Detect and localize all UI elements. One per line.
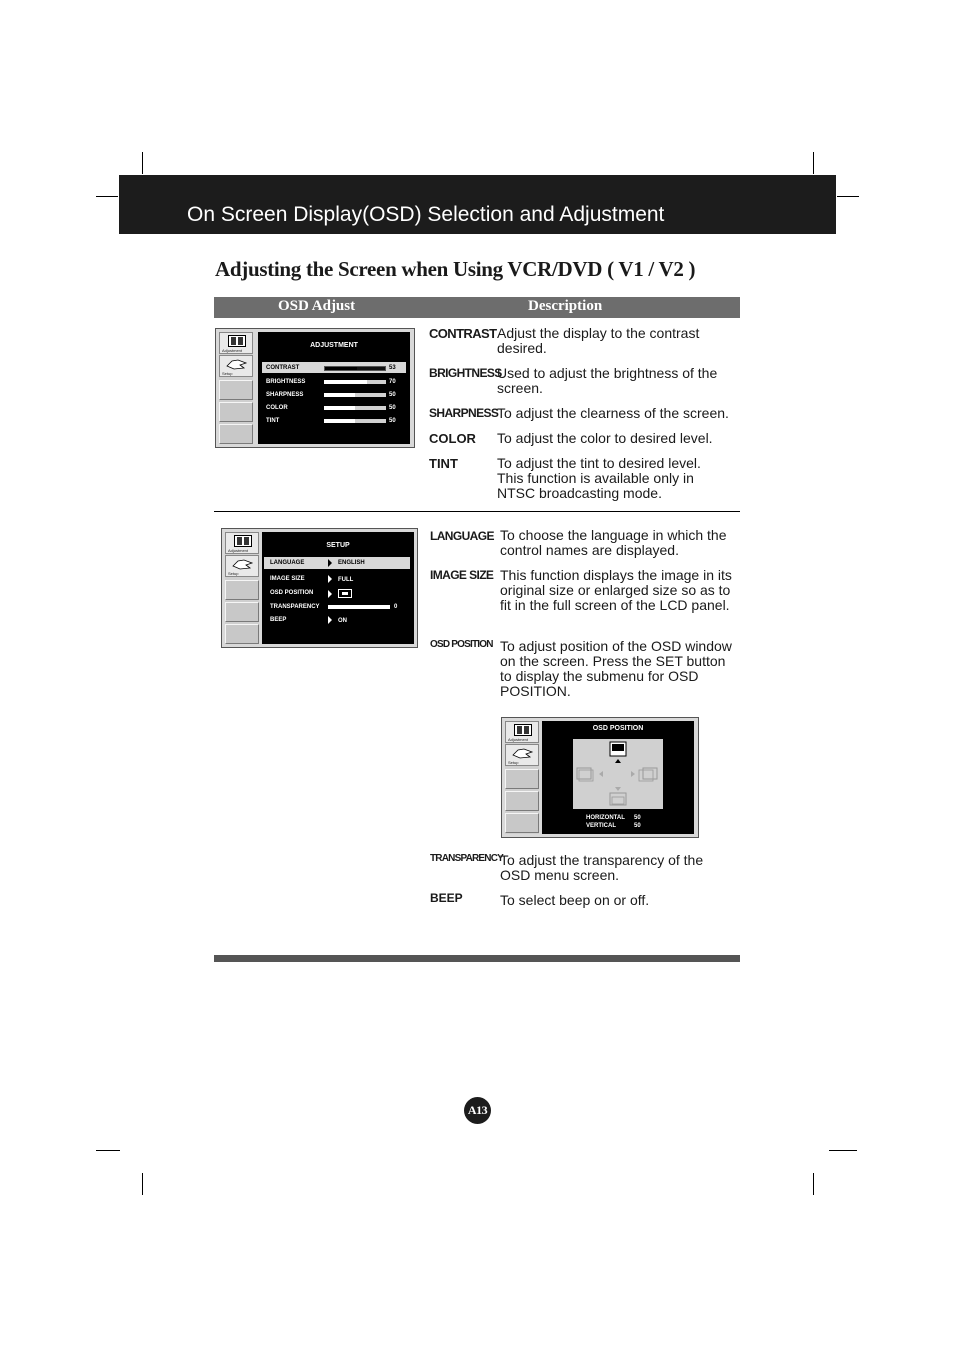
bottom-rule bbox=[214, 955, 740, 962]
osd-sidebar bbox=[225, 532, 259, 644]
term-contrast: CONTRAST bbox=[429, 326, 497, 341]
crop-mark bbox=[96, 196, 118, 197]
column-osd-adjust: OSD Adjust bbox=[278, 298, 356, 314]
position-preview-area bbox=[573, 739, 663, 809]
osd-menu-panel bbox=[542, 721, 694, 834]
osd-row-label: CONTRAST bbox=[266, 365, 300, 371]
page-number: A13 bbox=[464, 1097, 491, 1124]
osd-menu-title: OSD POSITION bbox=[592, 725, 644, 732]
osd-level-bar bbox=[324, 366, 386, 371]
osd-level-fill bbox=[324, 419, 355, 423]
adjustment-icon bbox=[228, 335, 246, 347]
setup-hand-icon bbox=[232, 558, 254, 570]
vertical-value: 50 bbox=[634, 823, 641, 829]
osd-row-label: COLOR bbox=[266, 405, 288, 411]
vertical-label: VERTICAL bbox=[586, 823, 616, 829]
section-title: Adjusting the Screen when Using VCR/DVD ( V1 / V2 ) bbox=[215, 257, 696, 281]
osd-level-fill bbox=[324, 393, 355, 397]
term-image-size: IMAGE SIZE bbox=[430, 568, 494, 582]
osd-row-label: SHARPNESS bbox=[266, 392, 304, 398]
osd-setup-screen bbox=[221, 528, 418, 648]
osd-level-bar bbox=[324, 380, 386, 384]
crop-mark bbox=[813, 152, 814, 174]
osd-blank-button bbox=[505, 769, 539, 789]
desc-tint: To adjust the tint to desired level. This function is available only in NTSC broadcasting mode. bbox=[497, 455, 701, 501]
osd-tab-label: Setup bbox=[222, 371, 233, 376]
osd-tab-label: Setup bbox=[508, 760, 519, 765]
osd-level-fill bbox=[325, 367, 357, 370]
osd-tab-setup bbox=[505, 744, 539, 766]
crop-mark bbox=[829, 1150, 857, 1151]
osd-menu-title: SETUP bbox=[326, 542, 350, 549]
osd-row-label: BRIGHTNESS bbox=[266, 379, 306, 385]
osd-row-value: 50 bbox=[389, 405, 396, 411]
osd-level-bar bbox=[324, 406, 386, 410]
adjustment-icon bbox=[514, 724, 532, 736]
osd-blank-button bbox=[219, 380, 253, 400]
term-transparency: TRANSPARENCY bbox=[430, 853, 503, 864]
desc-beep: To select beep on or off. bbox=[500, 892, 650, 908]
select-arrow-icon bbox=[328, 575, 332, 583]
osd-row-label: TINT bbox=[266, 418, 280, 424]
crop-mark bbox=[837, 196, 859, 197]
term-color: COLOR bbox=[429, 431, 476, 446]
setup-hand-icon bbox=[512, 747, 534, 759]
osd-sidebar bbox=[505, 721, 539, 834]
osd-row-label: OSD POSITION bbox=[270, 590, 314, 596]
osd-tab-adjustment bbox=[505, 721, 539, 743]
desc-osd-position: To adjust position of the OSD window on the screen. Press the SET button to display the submenu for OSD POSITION. bbox=[500, 638, 732, 699]
osd-blank-button bbox=[225, 624, 259, 644]
term-beep: BEEP bbox=[430, 891, 463, 905]
osd-blank-button bbox=[219, 402, 253, 422]
osd-position-screen bbox=[501, 717, 699, 838]
osd-blank-button bbox=[225, 580, 259, 600]
term-osd-position: OSD POSITION bbox=[430, 639, 493, 650]
select-arrow-icon bbox=[328, 616, 332, 624]
osd-row-value: 70 bbox=[389, 379, 396, 385]
adjustment-icon bbox=[234, 535, 252, 547]
position-diagram bbox=[573, 739, 663, 809]
term-sharpness: SHARPNESS bbox=[429, 406, 499, 420]
osd-position-icon bbox=[338, 589, 352, 598]
osd-level-bar bbox=[328, 605, 390, 609]
osd-row-value: ON bbox=[338, 618, 347, 624]
select-arrow-icon bbox=[328, 559, 332, 567]
osd-row-value: ENGLISH bbox=[338, 560, 365, 566]
crop-mark bbox=[142, 152, 143, 174]
osd-tab-adjustment bbox=[225, 532, 259, 554]
osd-blank-button bbox=[505, 813, 539, 833]
desc-transparency: To adjust the transparency of the OSD menu screen. bbox=[500, 852, 704, 883]
desc-color: To adjust the color to desired level. bbox=[497, 430, 713, 446]
osd-level-bar bbox=[324, 419, 386, 423]
osd-level-bar bbox=[324, 393, 386, 397]
horizontal-value: 50 bbox=[634, 815, 641, 821]
osd-row-label: LANGUAGE bbox=[270, 560, 305, 566]
osd-blank-button bbox=[225, 602, 259, 622]
osd-row-label: TRANSPARENCY bbox=[270, 604, 320, 610]
select-arrow-icon bbox=[328, 590, 332, 598]
page-header-title: On Screen Display(OSD) Selection and Adjustment bbox=[187, 203, 665, 226]
osd-row-value: FULL bbox=[338, 577, 354, 583]
setup-hand-icon bbox=[226, 358, 248, 370]
osd-tab-label: Setup bbox=[228, 571, 239, 576]
horizontal-label: HORIZONTAL bbox=[586, 815, 625, 821]
crop-mark bbox=[142, 1173, 143, 1195]
desc-contrast: Adjust the display to the contrast desired. bbox=[497, 325, 700, 356]
header-bar bbox=[119, 175, 836, 234]
osd-blank-button bbox=[219, 424, 253, 444]
osd-row-value: 0 bbox=[394, 604, 398, 610]
section-divider bbox=[214, 511, 740, 512]
osd-adjustment-screen bbox=[215, 328, 415, 448]
osd-level-fill bbox=[324, 406, 355, 410]
osd-row-value: 50 bbox=[389, 392, 396, 398]
osd-row-label: IMAGE SIZE bbox=[270, 576, 305, 582]
osd-row-value: 50 bbox=[389, 418, 396, 424]
term-brightness: BRIGHTNESS bbox=[429, 366, 502, 380]
term-language: LANGUAGE bbox=[430, 529, 494, 543]
desc-brightness: Used to adjust the brightness of the screen. bbox=[497, 365, 718, 396]
crop-mark bbox=[96, 1150, 120, 1151]
osd-level-fill bbox=[324, 380, 367, 384]
desc-sharpness: To adjust the clearness of the screen. bbox=[497, 405, 729, 421]
crop-mark bbox=[813, 1173, 814, 1195]
term-tint: TINT bbox=[429, 456, 458, 471]
osd-sidebar bbox=[219, 332, 253, 444]
osd-blank-button bbox=[505, 791, 539, 811]
table-header bbox=[214, 297, 740, 318]
osd-tab-setup bbox=[219, 355, 253, 377]
osd-row-label: BEEP bbox=[270, 617, 287, 623]
osd-tab-label: Adjustment bbox=[222, 348, 243, 353]
osd-tab-label: Adjustment bbox=[508, 737, 529, 742]
osd-tab-adjustment bbox=[219, 332, 253, 354]
osd-row-value: 53 bbox=[389, 365, 396, 371]
osd-tab-setup bbox=[225, 555, 259, 577]
column-description: Description bbox=[528, 298, 603, 314]
osd-tab-label: Adjustment bbox=[228, 548, 249, 553]
desc-language: To choose the language in which the control names are displayed. bbox=[500, 527, 727, 558]
osd-level-fill bbox=[328, 605, 390, 609]
osd-menu-panel bbox=[258, 332, 410, 444]
desc-image-size: This function displays the image in its original size or enlarged size so as to fit in the full screen of the LCD panel. bbox=[500, 567, 732, 613]
osd-menu-panel bbox=[262, 532, 414, 644]
osd-menu-title: ADJUSTMENT bbox=[310, 342, 358, 349]
